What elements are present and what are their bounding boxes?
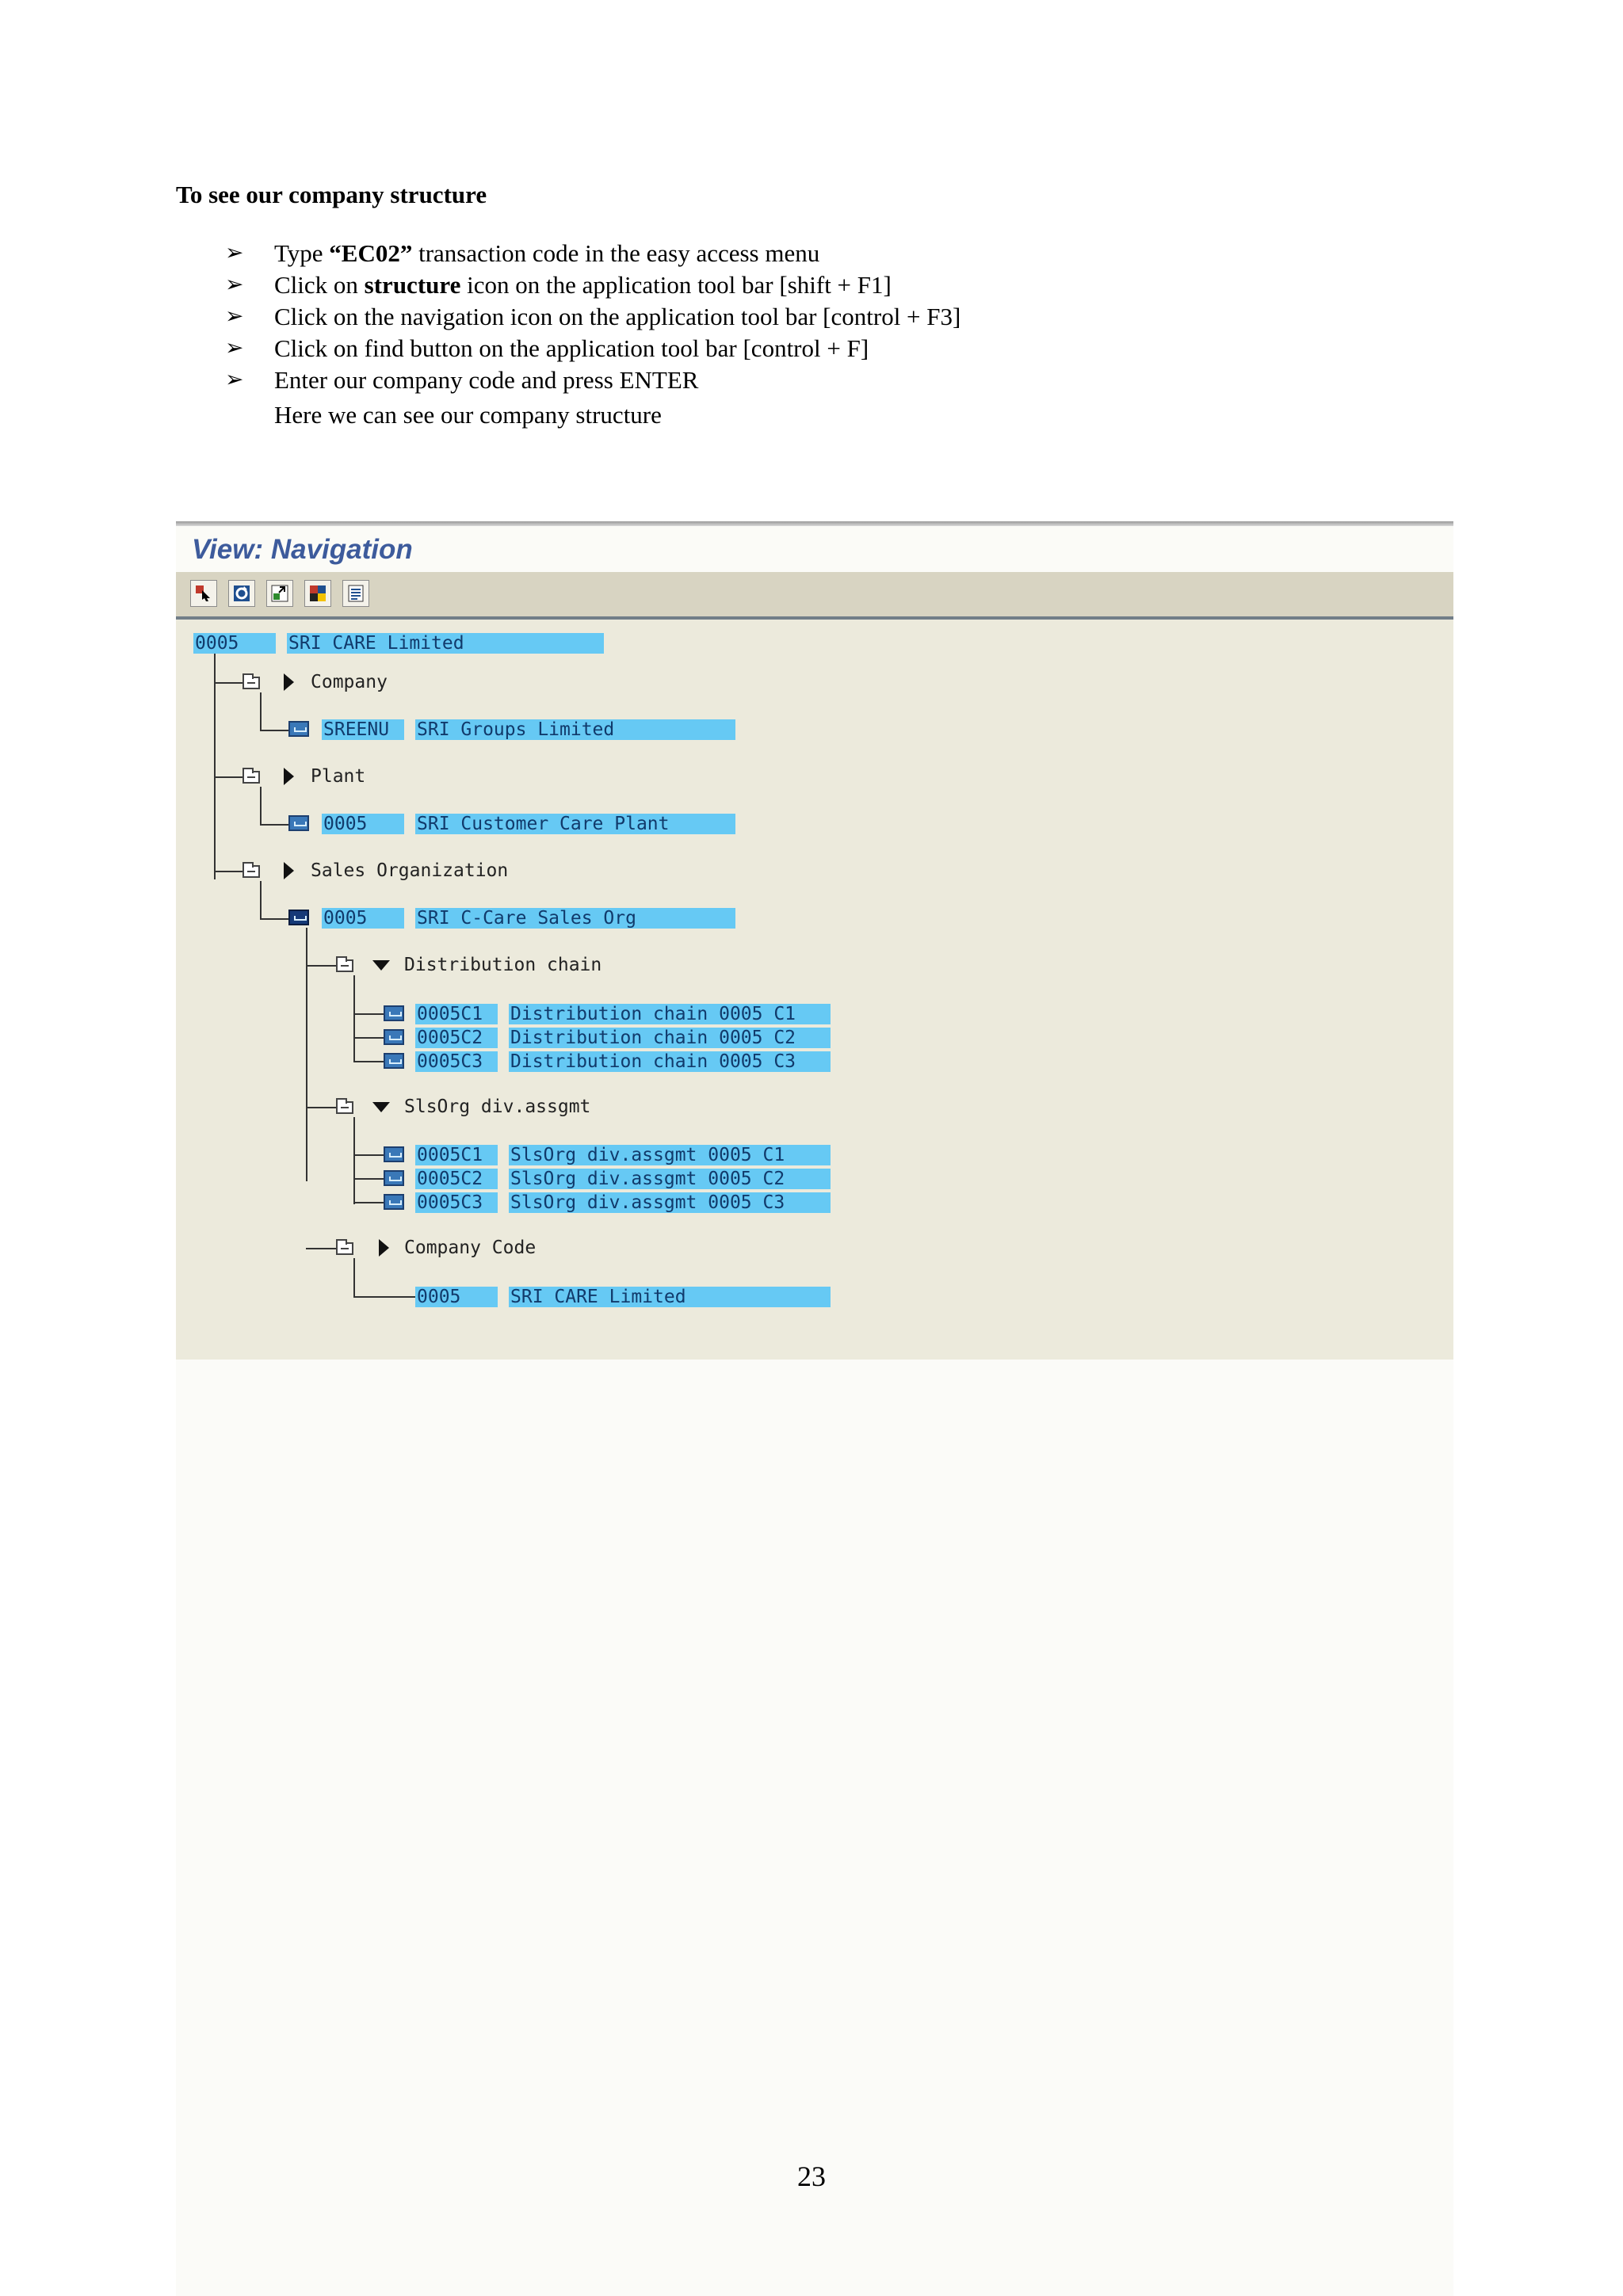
sales-org-node-code[interactable]: 0005 (322, 908, 404, 929)
expanded-triangle-icon[interactable] (372, 960, 390, 971)
dist-chain-code[interactable]: 0005C3 (415, 1051, 498, 1072)
color-legend-icon[interactable] (304, 580, 331, 607)
tree-line (353, 1258, 355, 1298)
select-icon[interactable] (190, 580, 217, 607)
step-text: transaction code in the easy access menu (412, 239, 820, 267)
group-company[interactable]: Company (311, 672, 388, 692)
step-text: Type (274, 239, 330, 267)
tree-line (306, 1107, 336, 1108)
tree-line (214, 871, 242, 872)
step-text: Click on find button on the application tool bar [control + F] (274, 334, 869, 362)
empty-screenshot-area (176, 1360, 1453, 2296)
step-bold: “EC02” (329, 239, 413, 267)
step-bold: structure (364, 271, 461, 299)
group-company-code[interactable]: Company Code (404, 1238, 537, 1258)
node-icon (288, 815, 309, 831)
folder-icon (336, 959, 353, 972)
div-assgmt-name[interactable]: SlsOrg div.assgmt 0005 C3 (509, 1192, 831, 1213)
div-assgmt-code[interactable]: 0005C1 (415, 1145, 498, 1165)
tree-line (260, 881, 262, 920)
tree-line (214, 682, 242, 684)
group-distribution-chain[interactable]: Distribution chain (404, 955, 602, 975)
tree-line (306, 965, 336, 967)
div-assgmt-name[interactable]: SlsOrg div.assgmt 0005 C2 (509, 1169, 831, 1189)
bullet-arrow-icon: ➢ (225, 241, 244, 265)
folder-icon (336, 1242, 353, 1255)
node-icon (288, 721, 309, 737)
folder-icon (242, 771, 260, 784)
section-heading: To see our company structure (176, 181, 487, 208)
view-title: View: Navigation (192, 534, 413, 565)
company-code-node-code[interactable]: 0005 (415, 1287, 498, 1307)
sap-navigation-screenshot (176, 521, 1453, 1360)
tree-line (214, 650, 216, 879)
tree-line (306, 1248, 336, 1249)
structure-tree (176, 620, 1453, 1360)
group-div-assgmt[interactable]: SlsOrg div.assgmt (404, 1097, 591, 1117)
company-code-node-name[interactable]: SRI CARE Limited (509, 1287, 831, 1307)
tree-line (353, 1154, 384, 1156)
expanded-triangle-icon[interactable] (372, 1102, 390, 1112)
tree-line (353, 1117, 355, 1204)
plant-node-name[interactable]: SRI Customer Care Plant (415, 814, 735, 834)
folder-icon (242, 677, 260, 689)
bullet-arrow-icon: ➢ (225, 273, 244, 297)
tree-line (353, 1296, 415, 1298)
step-text: Click on the navigation icon on the application tool bar [control + F3] (274, 303, 961, 330)
company-node-name[interactable]: SRI Groups Limited (415, 719, 735, 740)
div-assgmt-code[interactable]: 0005C2 (415, 1169, 498, 1189)
tree-line (353, 1061, 384, 1062)
tree-line (260, 787, 262, 826)
expand-icon[interactable] (266, 580, 293, 607)
instruction-step (225, 269, 960, 301)
step-text: Click on (274, 271, 365, 299)
instruction-step (225, 238, 960, 269)
node-icon (384, 1146, 404, 1162)
step-text: Enter our company code and press ENTER (274, 366, 699, 394)
selected-node-icon (288, 910, 309, 925)
collapsed-triangle-icon[interactable] (284, 862, 294, 879)
collapsed-triangle-icon[interactable] (379, 1239, 389, 1257)
tree-line (214, 776, 242, 778)
dist-chain-name[interactable]: Distribution chain 0005 C1 (509, 1004, 831, 1024)
folder-icon (242, 865, 260, 878)
sales-org-node-name[interactable]: SRI C-Care Sales Org (415, 908, 735, 929)
collapsed-triangle-icon[interactable] (284, 768, 294, 785)
tree-line (260, 730, 288, 731)
dist-chain-name[interactable]: Distribution chain 0005 C3 (509, 1051, 831, 1072)
instruction-step (225, 333, 960, 364)
bullet-arrow-icon: ➢ (225, 304, 244, 329)
tree-line (353, 1013, 384, 1015)
bullet-arrow-icon: ➢ (225, 336, 244, 360)
refresh-icon[interactable] (228, 580, 255, 607)
root-code[interactable]: 0005 (193, 633, 276, 654)
dist-chain-code[interactable]: 0005C2 (415, 1028, 498, 1048)
node-icon (384, 1005, 404, 1021)
node-icon (384, 1029, 404, 1045)
instruction-list (225, 238, 960, 396)
list-icon[interactable] (342, 580, 369, 607)
tree-line (260, 918, 288, 920)
folder-icon (336, 1101, 353, 1114)
div-assgmt-code[interactable]: 0005C3 (415, 1192, 498, 1213)
node-icon (384, 1194, 404, 1210)
company-node-code[interactable]: SREENU (322, 719, 404, 740)
tree-line (260, 824, 288, 826)
node-icon (384, 1053, 404, 1069)
tree-line (260, 692, 262, 731)
title-bar (176, 526, 1453, 572)
instruction-step (225, 364, 960, 396)
dist-chain-name[interactable]: Distribution chain 0005 C2 (509, 1028, 831, 1048)
step-text: icon on the application tool bar [shift + F1] (460, 271, 892, 299)
instruction-step (225, 301, 960, 333)
page-number: 23 (797, 2161, 826, 2192)
root-name[interactable]: SRI CARE Limited (287, 633, 604, 654)
div-assgmt-name[interactable]: SlsOrg div.assgmt 0005 C1 (509, 1145, 831, 1165)
note-text: Here we can see our company structure (274, 401, 662, 429)
group-sales-organization[interactable]: Sales Organization (311, 860, 509, 881)
tree-line (353, 1037, 384, 1039)
tree-line (353, 1202, 384, 1203)
collapsed-triangle-icon[interactable] (284, 673, 294, 691)
dist-chain-code[interactable]: 0005C1 (415, 1004, 498, 1024)
group-plant[interactable]: Plant (311, 766, 366, 787)
tree-line (353, 975, 355, 1062)
tree-line (353, 1178, 384, 1180)
node-icon (384, 1170, 404, 1186)
plant-node-code[interactable]: 0005 (322, 814, 404, 834)
bullet-arrow-icon: ➢ (225, 368, 244, 392)
application-toolbar (176, 572, 1453, 620)
